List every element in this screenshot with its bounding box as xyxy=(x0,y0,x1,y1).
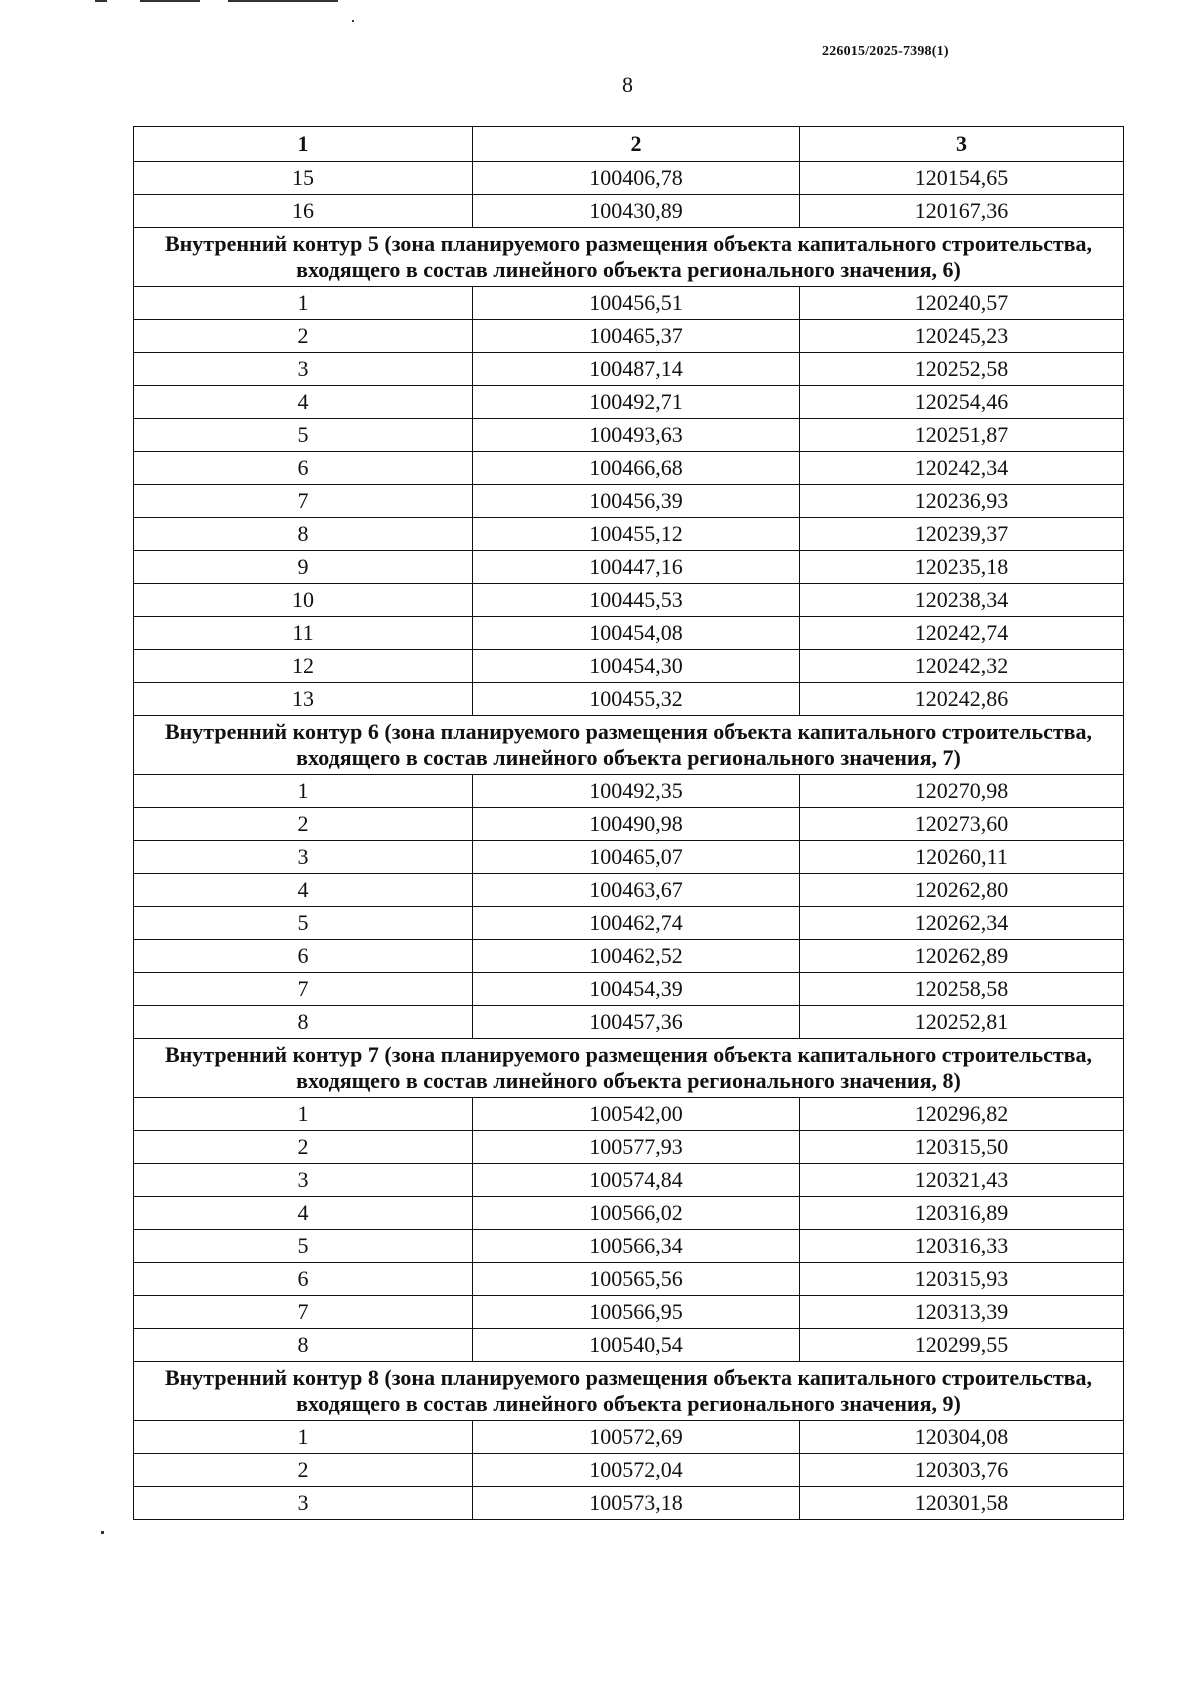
y-coordinate-cell: 120258,58 xyxy=(800,973,1124,1006)
y-coordinate-cell: 120315,50 xyxy=(800,1131,1124,1164)
y-coordinate-cell: 120299,55 xyxy=(800,1329,1124,1362)
point-number-cell: 1 xyxy=(134,1098,473,1131)
y-coordinate-cell: 120273,60 xyxy=(800,808,1124,841)
table-row xyxy=(134,584,1124,617)
section-title: Внутренний контур 6 (зона планируемого размещения объекта капитального строительства, входящего в состав линейного объекта регионального значения, 7) xyxy=(134,716,1124,775)
section-title: Внутренний контур 8 (зона планируемого размещения объекта капитального строительства, входящего в состав линейного объекта регионального значения, 9) xyxy=(134,1362,1124,1421)
y-coordinate-cell: 120240,57 xyxy=(800,287,1124,320)
y-coordinate-cell: 120262,89 xyxy=(800,940,1124,973)
table-row xyxy=(134,1098,1124,1131)
x-coordinate-cell: 100493,63 xyxy=(473,419,800,452)
table-row xyxy=(134,1230,1124,1263)
y-coordinate-cell: 120242,86 xyxy=(800,683,1124,716)
x-coordinate-cell: 100487,14 xyxy=(473,353,800,386)
y-coordinate-cell: 120316,89 xyxy=(800,1197,1124,1230)
y-coordinate-cell: 120167,36 xyxy=(800,195,1124,228)
scan-artifact xyxy=(352,20,354,22)
y-coordinate-cell: 120262,80 xyxy=(800,874,1124,907)
point-number-cell: 2 xyxy=(134,1454,473,1487)
table-row xyxy=(134,320,1124,353)
point-number-cell: 6 xyxy=(134,452,473,485)
table-row xyxy=(134,518,1124,551)
table-row xyxy=(134,419,1124,452)
y-coordinate-cell: 120236,93 xyxy=(800,485,1124,518)
table-row xyxy=(134,1006,1124,1039)
x-coordinate-cell: 100455,12 xyxy=(473,518,800,551)
table-row xyxy=(134,1263,1124,1296)
table-row xyxy=(134,1164,1124,1197)
y-coordinate-cell: 120235,18 xyxy=(800,551,1124,584)
x-coordinate-cell: 100454,39 xyxy=(473,973,800,1006)
table-row xyxy=(134,386,1124,419)
x-coordinate-cell: 100455,32 xyxy=(473,683,800,716)
y-coordinate-cell: 120154,65 xyxy=(800,162,1124,195)
table-row xyxy=(134,940,1124,973)
x-coordinate-cell: 100456,39 xyxy=(473,485,800,518)
x-coordinate-cell: 100566,95 xyxy=(473,1296,800,1329)
table-row xyxy=(134,1487,1124,1520)
section-header-row xyxy=(134,716,1124,775)
page-number: 8 xyxy=(622,72,633,97)
y-coordinate-cell: 120296,82 xyxy=(800,1098,1124,1131)
table-row xyxy=(134,353,1124,386)
x-coordinate-cell: 100456,51 xyxy=(473,287,800,320)
x-coordinate-cell: 100566,34 xyxy=(473,1230,800,1263)
table-row xyxy=(134,1131,1124,1164)
table-row xyxy=(134,1296,1124,1329)
x-coordinate-cell: 100463,67 xyxy=(473,874,800,907)
section-header-row xyxy=(134,1362,1124,1421)
x-coordinate-cell: 100492,71 xyxy=(473,386,800,419)
table-row xyxy=(134,874,1124,907)
table-header-row xyxy=(134,127,1124,162)
y-coordinate-cell: 120238,34 xyxy=(800,584,1124,617)
x-coordinate-cell: 100465,37 xyxy=(473,320,800,353)
point-number-cell: 7 xyxy=(134,1296,473,1329)
document-id: 226015/2025-7398(1) xyxy=(822,44,949,59)
scan-artifact xyxy=(101,1531,104,1534)
point-number-cell: 3 xyxy=(134,841,473,874)
section-header-row xyxy=(134,1039,1124,1098)
table-body xyxy=(134,162,1124,1520)
table-row xyxy=(134,650,1124,683)
x-coordinate-cell: 100574,84 xyxy=(473,1164,800,1197)
point-number-cell: 6 xyxy=(134,940,473,973)
point-number-cell: 5 xyxy=(134,907,473,940)
scan-artifact xyxy=(140,0,200,2)
x-coordinate-cell: 100462,74 xyxy=(473,907,800,940)
point-number-cell: 2 xyxy=(134,320,473,353)
point-number-cell: 7 xyxy=(134,485,473,518)
y-coordinate-cell: 120315,93 xyxy=(800,1263,1124,1296)
x-coordinate-cell: 100406,78 xyxy=(473,162,800,195)
y-coordinate-cell: 120242,74 xyxy=(800,617,1124,650)
point-number-cell: 15 xyxy=(134,162,473,195)
x-coordinate-cell: 100565,56 xyxy=(473,1263,800,1296)
coordinates-table xyxy=(133,126,1124,1520)
scan-artifact xyxy=(95,0,107,2)
point-number-cell: 1 xyxy=(134,1421,473,1454)
y-coordinate-cell: 120252,81 xyxy=(800,1006,1124,1039)
table-row xyxy=(134,162,1124,195)
y-coordinate-cell: 120316,33 xyxy=(800,1230,1124,1263)
y-coordinate-cell: 120313,39 xyxy=(800,1296,1124,1329)
point-number-cell: 2 xyxy=(134,1131,473,1164)
point-number-cell: 4 xyxy=(134,874,473,907)
x-coordinate-cell: 100454,08 xyxy=(473,617,800,650)
table-row xyxy=(134,1197,1124,1230)
y-coordinate-cell: 120254,46 xyxy=(800,386,1124,419)
column-header: 3 xyxy=(800,127,1124,162)
y-coordinate-cell: 120245,23 xyxy=(800,320,1124,353)
y-coordinate-cell: 120262,34 xyxy=(800,907,1124,940)
x-coordinate-cell: 100454,30 xyxy=(473,650,800,683)
x-coordinate-cell: 100447,16 xyxy=(473,551,800,584)
x-coordinate-cell: 100492,35 xyxy=(473,775,800,808)
x-coordinate-cell: 100430,89 xyxy=(473,195,800,228)
y-coordinate-cell: 120239,37 xyxy=(800,518,1124,551)
table-row xyxy=(134,907,1124,940)
point-number-cell: 4 xyxy=(134,1197,473,1230)
x-coordinate-cell: 100465,07 xyxy=(473,841,800,874)
point-number-cell: 1 xyxy=(134,775,473,808)
y-coordinate-cell: 120252,58 xyxy=(800,353,1124,386)
x-coordinate-cell: 100542,00 xyxy=(473,1098,800,1131)
y-coordinate-cell: 120260,11 xyxy=(800,841,1124,874)
table-row xyxy=(134,617,1124,650)
x-coordinate-cell: 100572,69 xyxy=(473,1421,800,1454)
scan-artifact xyxy=(228,0,338,2)
point-number-cell: 7 xyxy=(134,973,473,1006)
table-row xyxy=(134,808,1124,841)
y-coordinate-cell: 120270,98 xyxy=(800,775,1124,808)
section-title: Внутренний контур 7 (зона планируемого размещения объекта капитального строительства, входящего в состав линейного объекта регионального значения, 8) xyxy=(134,1039,1124,1098)
point-number-cell: 2 xyxy=(134,808,473,841)
x-coordinate-cell: 100457,36 xyxy=(473,1006,800,1039)
y-coordinate-cell: 120242,32 xyxy=(800,650,1124,683)
table-row xyxy=(134,195,1124,228)
y-coordinate-cell: 120321,43 xyxy=(800,1164,1124,1197)
x-coordinate-cell: 100577,93 xyxy=(473,1131,800,1164)
section-header-row xyxy=(134,228,1124,287)
point-number-cell: 16 xyxy=(134,195,473,228)
y-coordinate-cell: 120303,76 xyxy=(800,1454,1124,1487)
point-number-cell: 10 xyxy=(134,584,473,617)
x-coordinate-cell: 100540,54 xyxy=(473,1329,800,1362)
point-number-cell: 5 xyxy=(134,1230,473,1263)
point-number-cell: 8 xyxy=(134,518,473,551)
point-number-cell: 4 xyxy=(134,386,473,419)
table-row xyxy=(134,551,1124,584)
point-number-cell: 12 xyxy=(134,650,473,683)
x-coordinate-cell: 100445,53 xyxy=(473,584,800,617)
table-row xyxy=(134,683,1124,716)
point-number-cell: 11 xyxy=(134,617,473,650)
point-number-cell: 3 xyxy=(134,353,473,386)
point-number-cell: 8 xyxy=(134,1006,473,1039)
x-coordinate-cell: 100462,52 xyxy=(473,940,800,973)
table-row xyxy=(134,1329,1124,1362)
y-coordinate-cell: 120242,34 xyxy=(800,452,1124,485)
x-coordinate-cell: 100466,68 xyxy=(473,452,800,485)
table-row xyxy=(134,452,1124,485)
column-header: 2 xyxy=(473,127,800,162)
table-row xyxy=(134,841,1124,874)
x-coordinate-cell: 100566,02 xyxy=(473,1197,800,1230)
y-coordinate-cell: 120304,08 xyxy=(800,1421,1124,1454)
table-row xyxy=(134,485,1124,518)
point-number-cell: 8 xyxy=(134,1329,473,1362)
table-row xyxy=(134,1454,1124,1487)
x-coordinate-cell: 100573,18 xyxy=(473,1487,800,1520)
point-number-cell: 3 xyxy=(134,1487,473,1520)
x-coordinate-cell: 100572,04 xyxy=(473,1454,800,1487)
x-coordinate-cell: 100490,98 xyxy=(473,808,800,841)
point-number-cell: 1 xyxy=(134,287,473,320)
table-row xyxy=(134,775,1124,808)
y-coordinate-cell: 120251,87 xyxy=(800,419,1124,452)
table-row xyxy=(134,1421,1124,1454)
point-number-cell: 6 xyxy=(134,1263,473,1296)
section-title: Внутренний контур 5 (зона планируемого размещения объекта капитального строительства, входящего в состав линейного объекта регионального значения, 6) xyxy=(134,228,1124,287)
column-header: 1 xyxy=(134,127,473,162)
table-row xyxy=(134,287,1124,320)
table-row xyxy=(134,973,1124,1006)
y-coordinate-cell: 120301,58 xyxy=(800,1487,1124,1520)
point-number-cell: 9 xyxy=(134,551,473,584)
point-number-cell: 5 xyxy=(134,419,473,452)
point-number-cell: 13 xyxy=(134,683,473,716)
point-number-cell: 3 xyxy=(134,1164,473,1197)
